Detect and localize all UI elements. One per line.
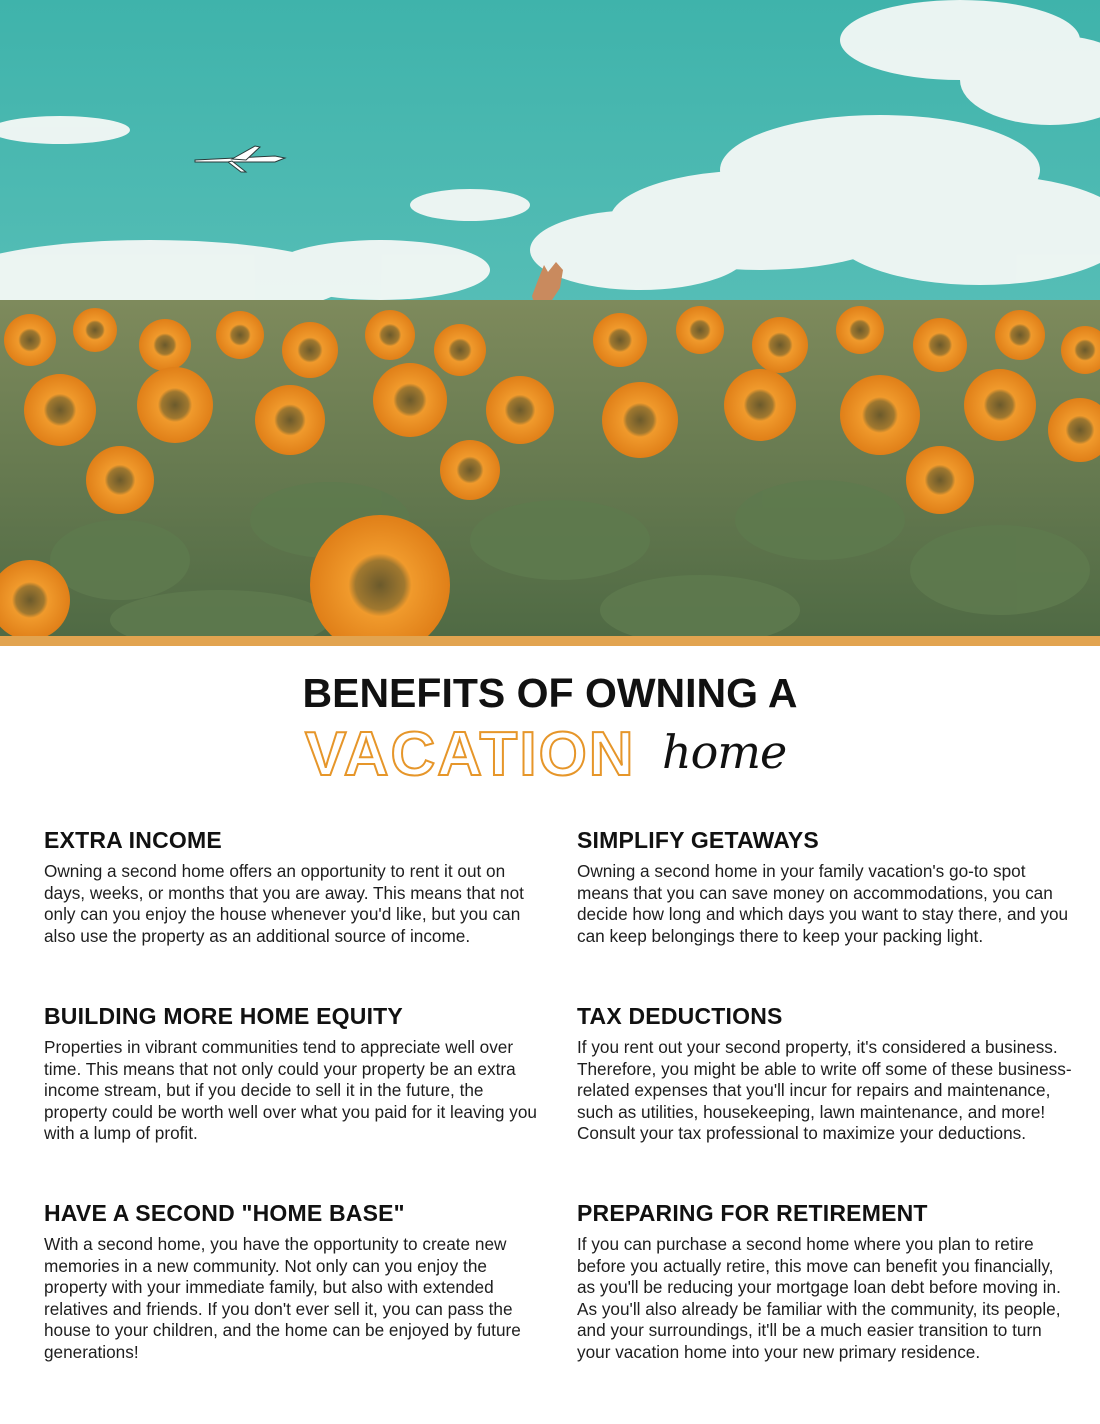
section-body: Owning a second home in your family vacation's go-to spot means that you can save money on accommodations, you can decide how long and which days you want to stay there, and you can keep belongings there to keep your packing light. xyxy=(577,861,1069,946)
page-title: BENEFITS OF OWNING A xyxy=(302,670,798,716)
title-subline xyxy=(0,720,1100,790)
title-home-script: home xyxy=(662,725,787,779)
section-body: If you rent out your second property, it's considered a business. Therefore, you might be able to write off some of these business-related expenses that you'll incur for repairs and maintenance, such as utilities, housekeeping, lawn maintenance, and more! Consult your tax professional to maximize your deductions. xyxy=(577,1037,1072,1143)
section-heading: BUILDING MORE HOME EQUITY xyxy=(44,1003,403,1029)
section-body: If you can purchase a second home where you plan to retire before you actually retire, this move can benefit you financially, as you'll be reducing your mortgage loan debt before moving in. As you'll also already be familiar with the community, its people, and your surroundings, it'll be a much easier transition to turn your vacation home into your new primary residence. xyxy=(577,1234,1061,1362)
section-body: With a second home, you have the opportunity to create new memories in a new community. Not only can you enjoy the property with your immediate family, but also with extended relatives and friends. If you don't ever sell it, you can pass the house to your children, and the home can be enjoyed by future generations! xyxy=(44,1234,521,1362)
section-heading: TAX DEDUCTIONS xyxy=(577,1003,783,1029)
ground-strip xyxy=(0,636,1100,646)
title-block xyxy=(0,668,1100,790)
section-simplify-getaways xyxy=(577,825,1072,947)
section-heading: HAVE A SECOND "HOME BASE" xyxy=(44,1200,405,1226)
section-heading: SIMPLIFY GETAWAYS xyxy=(577,827,819,853)
section-body: Owning a second home offers an opportunity to rent it out on days, weeks, or months that you are away. This means that not only can you enjoy the house whenever you'd like, but you can also use the property as an additional source of income. xyxy=(44,861,524,946)
section-body: Properties in vibrant communities tend to appreciate well over time. This means that not only could your property be an extra income stream, but if you decide to sell it in the future, the property could be worth well over what you paid for it leaving you with a lump of profit. xyxy=(44,1037,537,1143)
section-heading: PREPARING FOR RETIREMENT xyxy=(577,1200,928,1226)
section-tax-deductions xyxy=(577,1001,1072,1145)
section-home-equity xyxy=(44,1001,539,1145)
section-heading: EXTRA INCOME xyxy=(44,827,222,853)
hero-image xyxy=(0,0,1100,646)
title-vacation-outline: VACATION xyxy=(305,720,636,789)
section-home-base xyxy=(44,1198,539,1363)
section-retirement xyxy=(577,1198,1072,1363)
section-extra-income xyxy=(44,825,539,947)
